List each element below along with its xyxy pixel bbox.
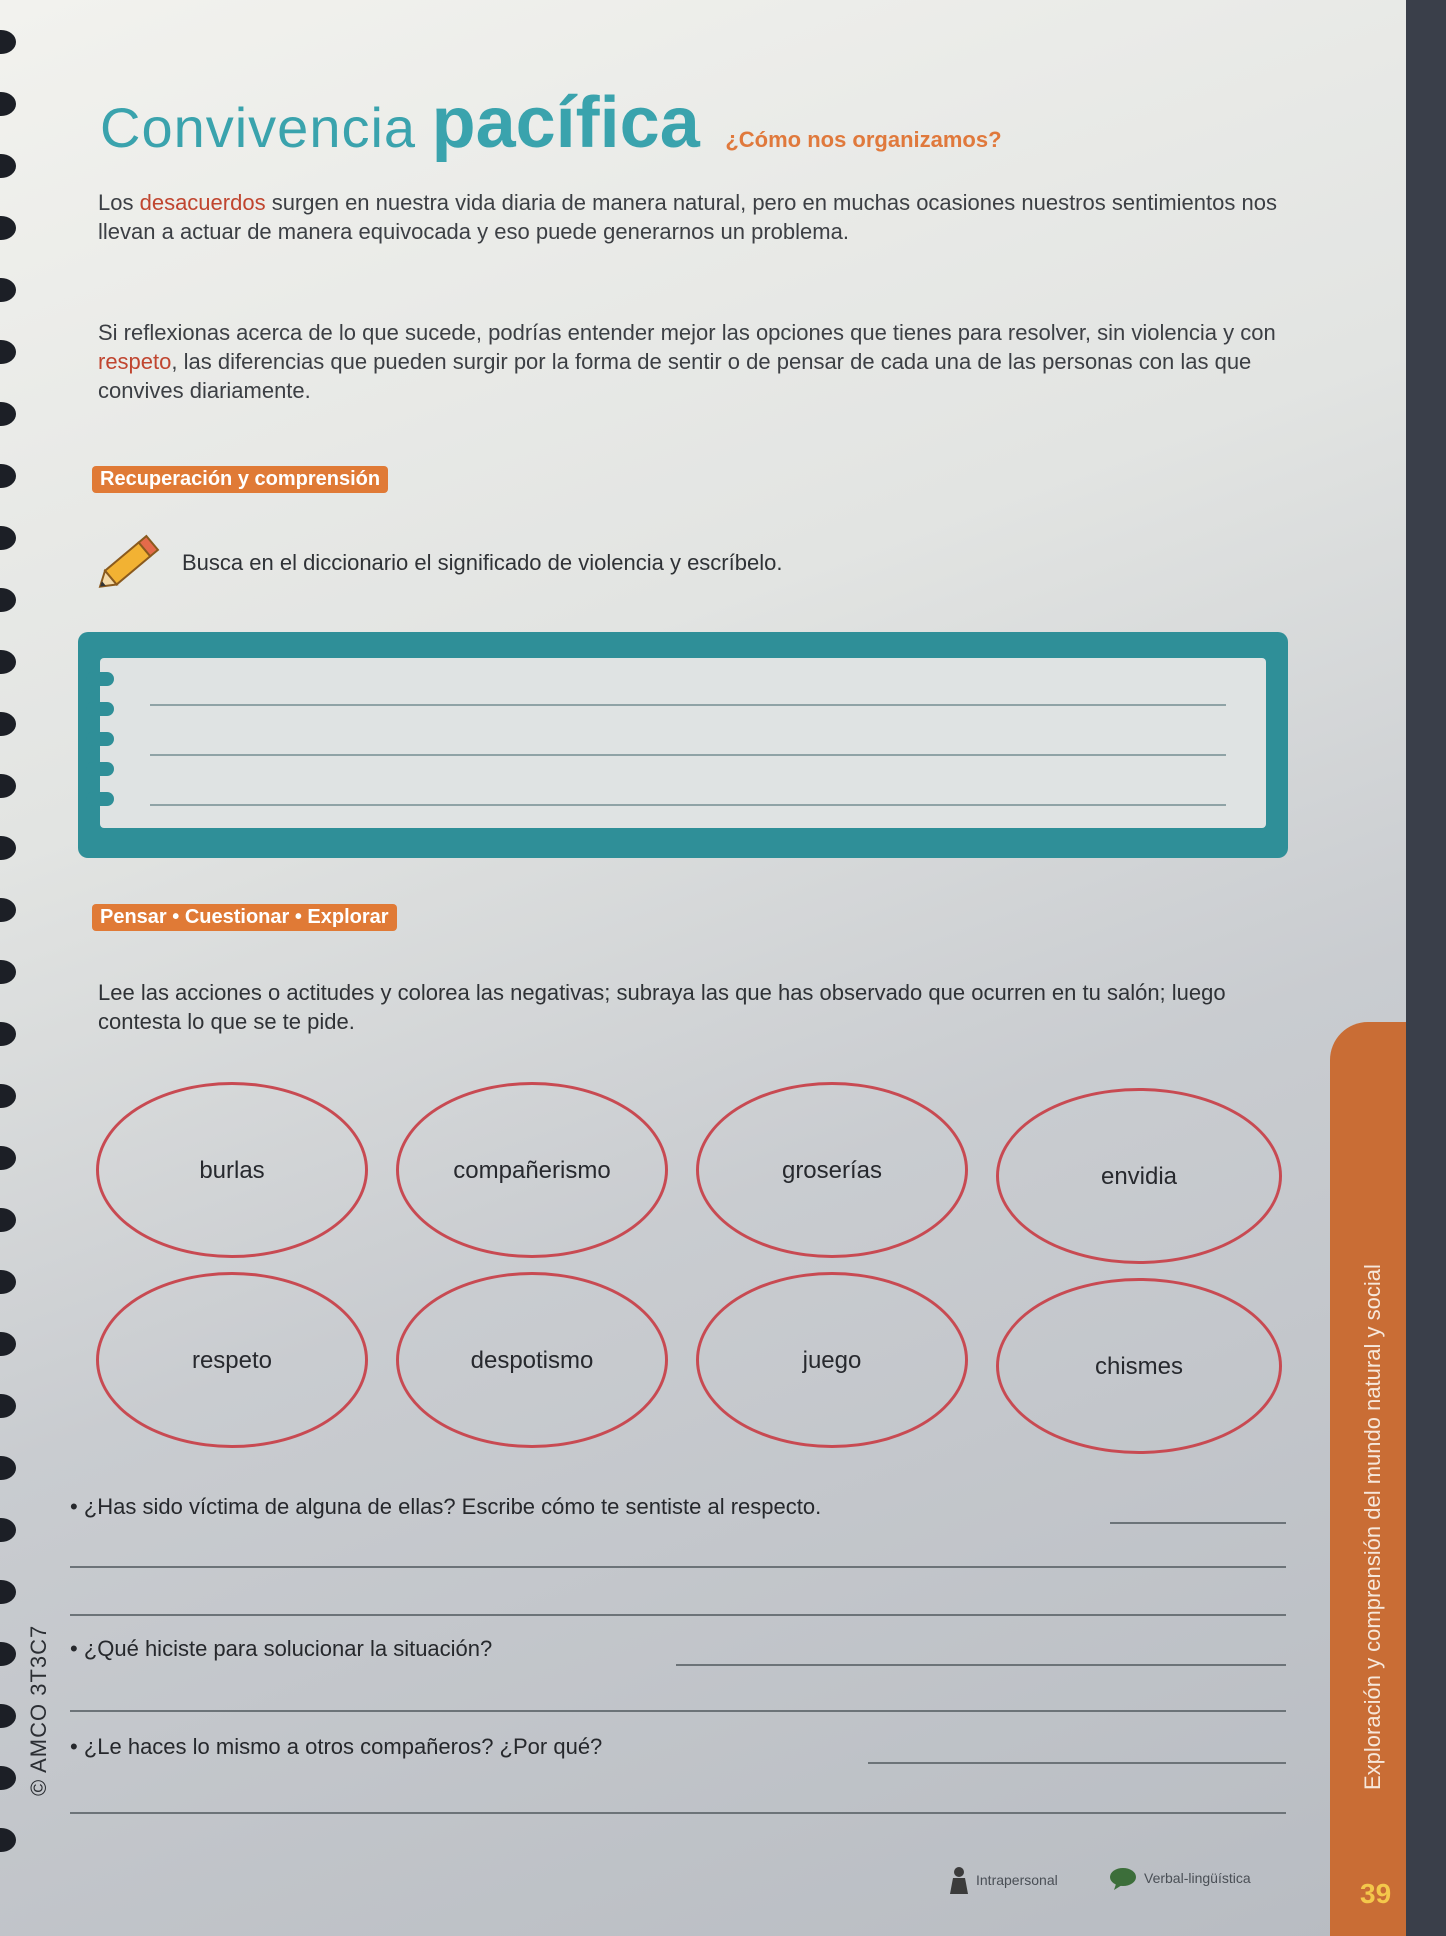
word-oval-burlas[interactable] [96,1082,368,1258]
binding-hole [0,1208,16,1232]
answer-line[interactable] [70,1614,1286,1616]
binding-hole [0,898,16,922]
binding-hole [0,1642,16,1666]
binding-hole [0,774,16,798]
binding-hole [0,960,16,984]
page-subtitle: ¿Cómo nos organizamos? [725,127,1002,152]
text-run: , las diferencias que pueden surgir por la forma de sentir o de pensar de cada una de las personas con las que convives diariamente. [98,349,1252,403]
binding-hole [0,402,16,426]
instruction-actitudes: Lee las acciones o actitudes y colorea las negativas; subraya las que has observado que ocurren en tu salón; luego contesta lo que se te pide. [98,980,1226,1034]
binding-hole [0,464,16,488]
binding-hole [0,526,16,550]
ring-icon [86,792,114,806]
book-code: © AMCO 3T3C7 [26,1624,51,1796]
question-victima: • ¿Has sido víctima de alguna de ellas? Escribe cómo te sentiste al respecto. [70,1494,822,1519]
binding-hole [0,588,16,612]
binding-hole [0,650,16,674]
pencil-icon [98,524,168,594]
writing-line [150,704,1226,706]
binding-hole [0,278,16,302]
word-oval-groserias[interactable] [696,1082,968,1258]
footer-intrapersonal [948,1866,1058,1894]
answer-line[interactable] [676,1664,1286,1666]
answer-box [78,632,1288,858]
footer-label: Intrapersonal [976,1872,1058,1888]
word-label: juego [802,1347,862,1374]
footer-label: Verbal-lingüística [1144,1870,1251,1886]
binding-hole [0,1332,16,1356]
answer-line[interactable] [70,1566,1286,1568]
binding-hole [0,1394,16,1418]
ring-icon [86,732,114,746]
binding-hole [0,340,16,364]
binding-hole [0,712,16,736]
word-oval-chismes[interactable] [996,1278,1282,1454]
footer-verbal [1108,1866,1251,1890]
writing-line [150,754,1226,756]
word-oval-companerismo[interactable] [396,1082,668,1258]
section-tag-recuperacion: Recuperación y comprensión [92,466,388,493]
ring-icon [86,702,114,716]
word-label: compañerismo [453,1157,611,1184]
word-label: despotismo [470,1347,594,1374]
instruction-violencia: Busca en el diccionario el significado de violencia y escríbelo. [182,550,783,575]
word-oval-respeto[interactable] [96,1272,368,1448]
binding-hole [0,1084,16,1108]
page-number: 39 [1360,1878,1392,1909]
binding-hole [0,30,16,54]
intro-paragraph-1 [98,188,1288,246]
word-label: chismes [1094,1353,1184,1380]
binding-hole [0,1456,16,1480]
binding-hole [0,92,16,116]
text-run: Si reflexionas acerca de lo que sucede, podrías entender mejor las opciones que tienes para resolver, sin violencia y con [98,320,1276,345]
binding-hole [0,1704,16,1728]
keyword-desacuerdos: desacuerdos [139,190,266,215]
binding-hole [0,1270,16,1294]
answer-line[interactable] [1110,1522,1286,1524]
answer-line[interactable] [70,1710,1286,1712]
section-tag-pensar: Pensar • Cuestionar • Explorar [92,904,397,931]
word-oval-juego[interactable] [696,1272,968,1448]
word-label: groserías [781,1157,883,1184]
text-run: Los [98,190,140,215]
writing-line [150,804,1226,806]
binding-hole [0,1766,16,1790]
keyword-respeto: respeto [98,349,172,374]
binding-hole [0,1146,16,1170]
subject-label: Exploración y comprensión del mundo natural y social [1360,1264,1385,1790]
question-solucion: • ¿Qué hiciste para solucionar la situación? [70,1636,493,1661]
speech-icon [1108,1866,1138,1890]
word-label: envidia [1100,1163,1178,1190]
binding-hole [0,1580,16,1604]
answer-line[interactable] [868,1762,1286,1764]
title-part-2: pacífica [431,83,700,163]
title-part-1: Convivencia [100,96,417,159]
binding-hole [0,216,16,240]
person-icon [948,1866,970,1894]
binding-hole [0,1518,16,1542]
ring-icon [86,762,114,776]
word-label: respeto [191,1347,273,1374]
word-label: burlas [199,1157,265,1184]
page-title [100,82,1002,164]
question-companeros: • ¿Le haces lo mismo a otros compañeros? ¿Por qué? [70,1734,603,1759]
word-oval-envidia[interactable] [996,1088,1282,1264]
answer-box-paper[interactable] [100,658,1266,828]
binding-hole [0,154,16,178]
word-oval-despotismo[interactable] [396,1272,668,1448]
binding-hole [0,836,16,860]
intro-paragraph-2 [98,318,1288,405]
text-run: surgen en nuestra vida diaria de manera natural, pero en muchas ocasiones nuestros sentimientos nos llevan a actuar de manera equivocada y eso puede generarnos un problema. [98,190,1277,244]
binding-hole [0,1828,16,1852]
ring-icon [86,672,114,686]
answer-line[interactable] [70,1812,1286,1814]
binding-hole [0,1022,16,1046]
